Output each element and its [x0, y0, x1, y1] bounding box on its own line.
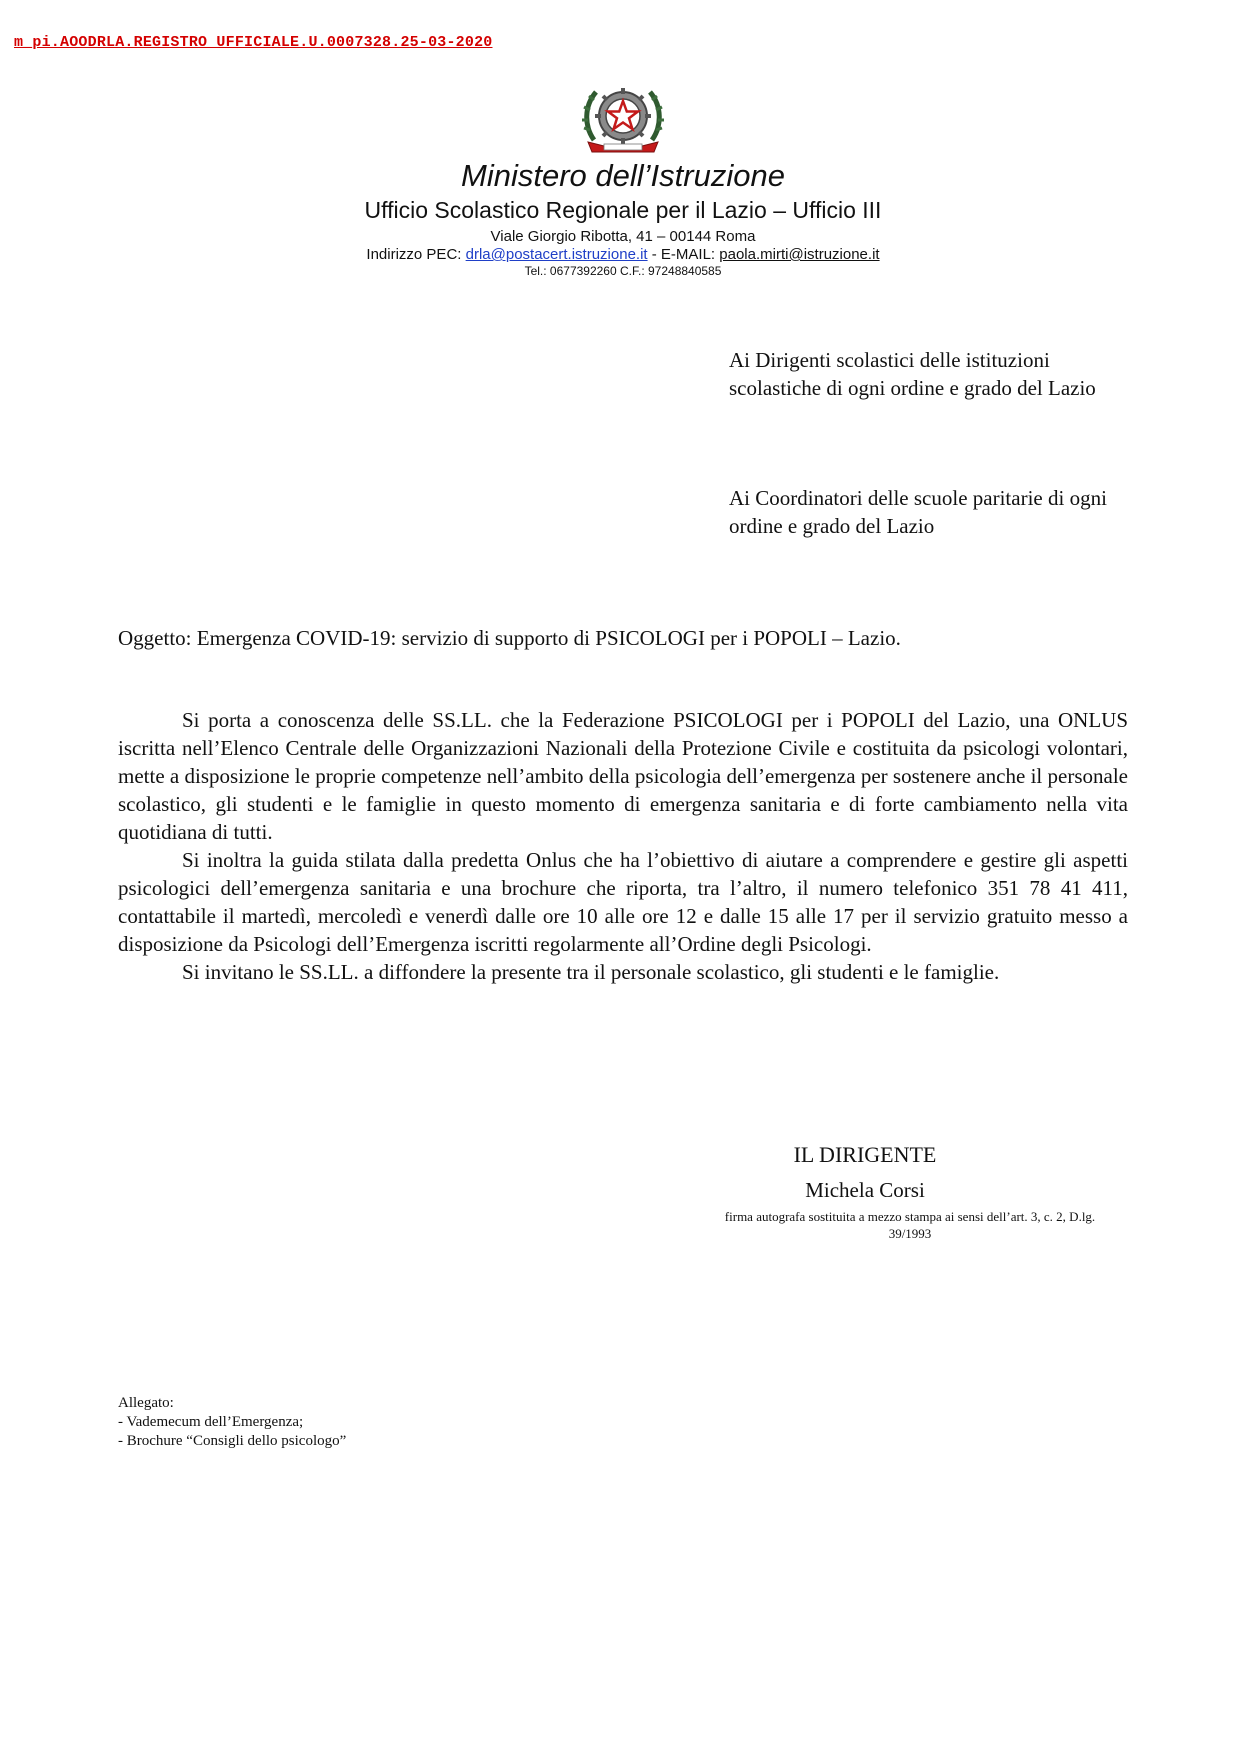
phone-tax-line: Tel.: 0677392260 C.F.: 97248840585 [524, 264, 722, 278]
attachments-list [118, 1394, 346, 1451]
letter-body [118, 706, 1128, 986]
signatory-name: Michela Corsi [805, 1178, 925, 1202]
office-name: Ufficio Scolastico Regionale per il Lazio – Ufficio III [364, 197, 882, 223]
signature-note-line: 39/1993 [888, 1226, 932, 1241]
signature-note [680, 1208, 1140, 1242]
body-paragraph: Si invitano le SS.LL. a diffondere la presente tra il personale scolastico, gli studenti e le famiglie. [182, 960, 1000, 984]
email-address: paola.mirti@istruzione.it [719, 246, 880, 263]
italian-republic-emblem-icon [580, 80, 666, 158]
attachments-label: Allegato: [118, 1395, 174, 1411]
office-address: Viale Giorgio Ribotta, 41 – 00144 Roma [490, 228, 756, 245]
recipient-coordinators: Ai Coordinatori delle scuole paritarie di ogni ordine e grado del Lazio [729, 486, 1107, 538]
pec-label: Indirizzo PEC: [366, 246, 466, 263]
recipient-principals: Ai Dirigenti scolastici delle istituzioni scolastiche di ogni ordine e grado del Lazio [729, 348, 1096, 400]
signatory-title: IL DIRIGENTE [793, 1142, 937, 1167]
protocol-stamp: m_pi.AOODRLA.REGISTRO UFFICIALE.U.0007328.25-03-2020 [14, 34, 493, 51]
signature-note-line: firma autografa sostituita a mezzo stampa ai sensi dell’art. 3, c. 2, D.lg. [724, 1209, 1096, 1224]
contact-line [6, 246, 1240, 264]
body-paragraph: Si inoltra la guida stilata dalla predetta Onlus che ha l’obiettivo di aiutare a comprendere e gestire gli aspetti psicologici dell’emergenza sanitaria e una brochure che riporta, tra l’altro, il numero telefonico 351 78 41 411, contattabile il martedì, mercoledì e venerdì dalle ore 10 alle ore 12 e dalle 15 alle 17 per il servizio gratuito messo a disposizione da Psicologi dell’Emergenza iscritti regolarmente all’Ordine degli Psicologi. [118, 848, 1128, 956]
letter-subject: Oggetto: Emergenza COVID-19: servizio di supporto di PSICOLOGI per i POPOLI – Lazio. [118, 626, 901, 650]
attachment-item: - Brochure “Consigli dello psicologo” [118, 1433, 347, 1449]
body-paragraph: Si porta a conoscenza delle SS.LL. che la Federazione PSICOLOGI per i POPOLI del Lazio, una ONLUS iscritta nell’Elenco Centrale delle Organizzazioni Nazionali della Protezione Civile e costituita da psicologi volontari, mette a disposizione le proprie competenze nell’ambito della psicologia dell’emergenza per sostenere anche il personale scolastico, gli studenti e le famiglie in questo momento di emergenza sanitaria e di forte cambiamento nella vita quotidiana di tutti. [118, 708, 1128, 844]
attachment-item: - Vademecum dell’Emergenza; [118, 1414, 304, 1430]
letterhead [0, 158, 1240, 279]
email-label: - E-MAIL: [647, 246, 720, 263]
ministry-name: Ministero dell’Istruzione [461, 158, 785, 193]
pec-email-link[interactable]: drla@postacert.istruzione.it [465, 246, 648, 263]
